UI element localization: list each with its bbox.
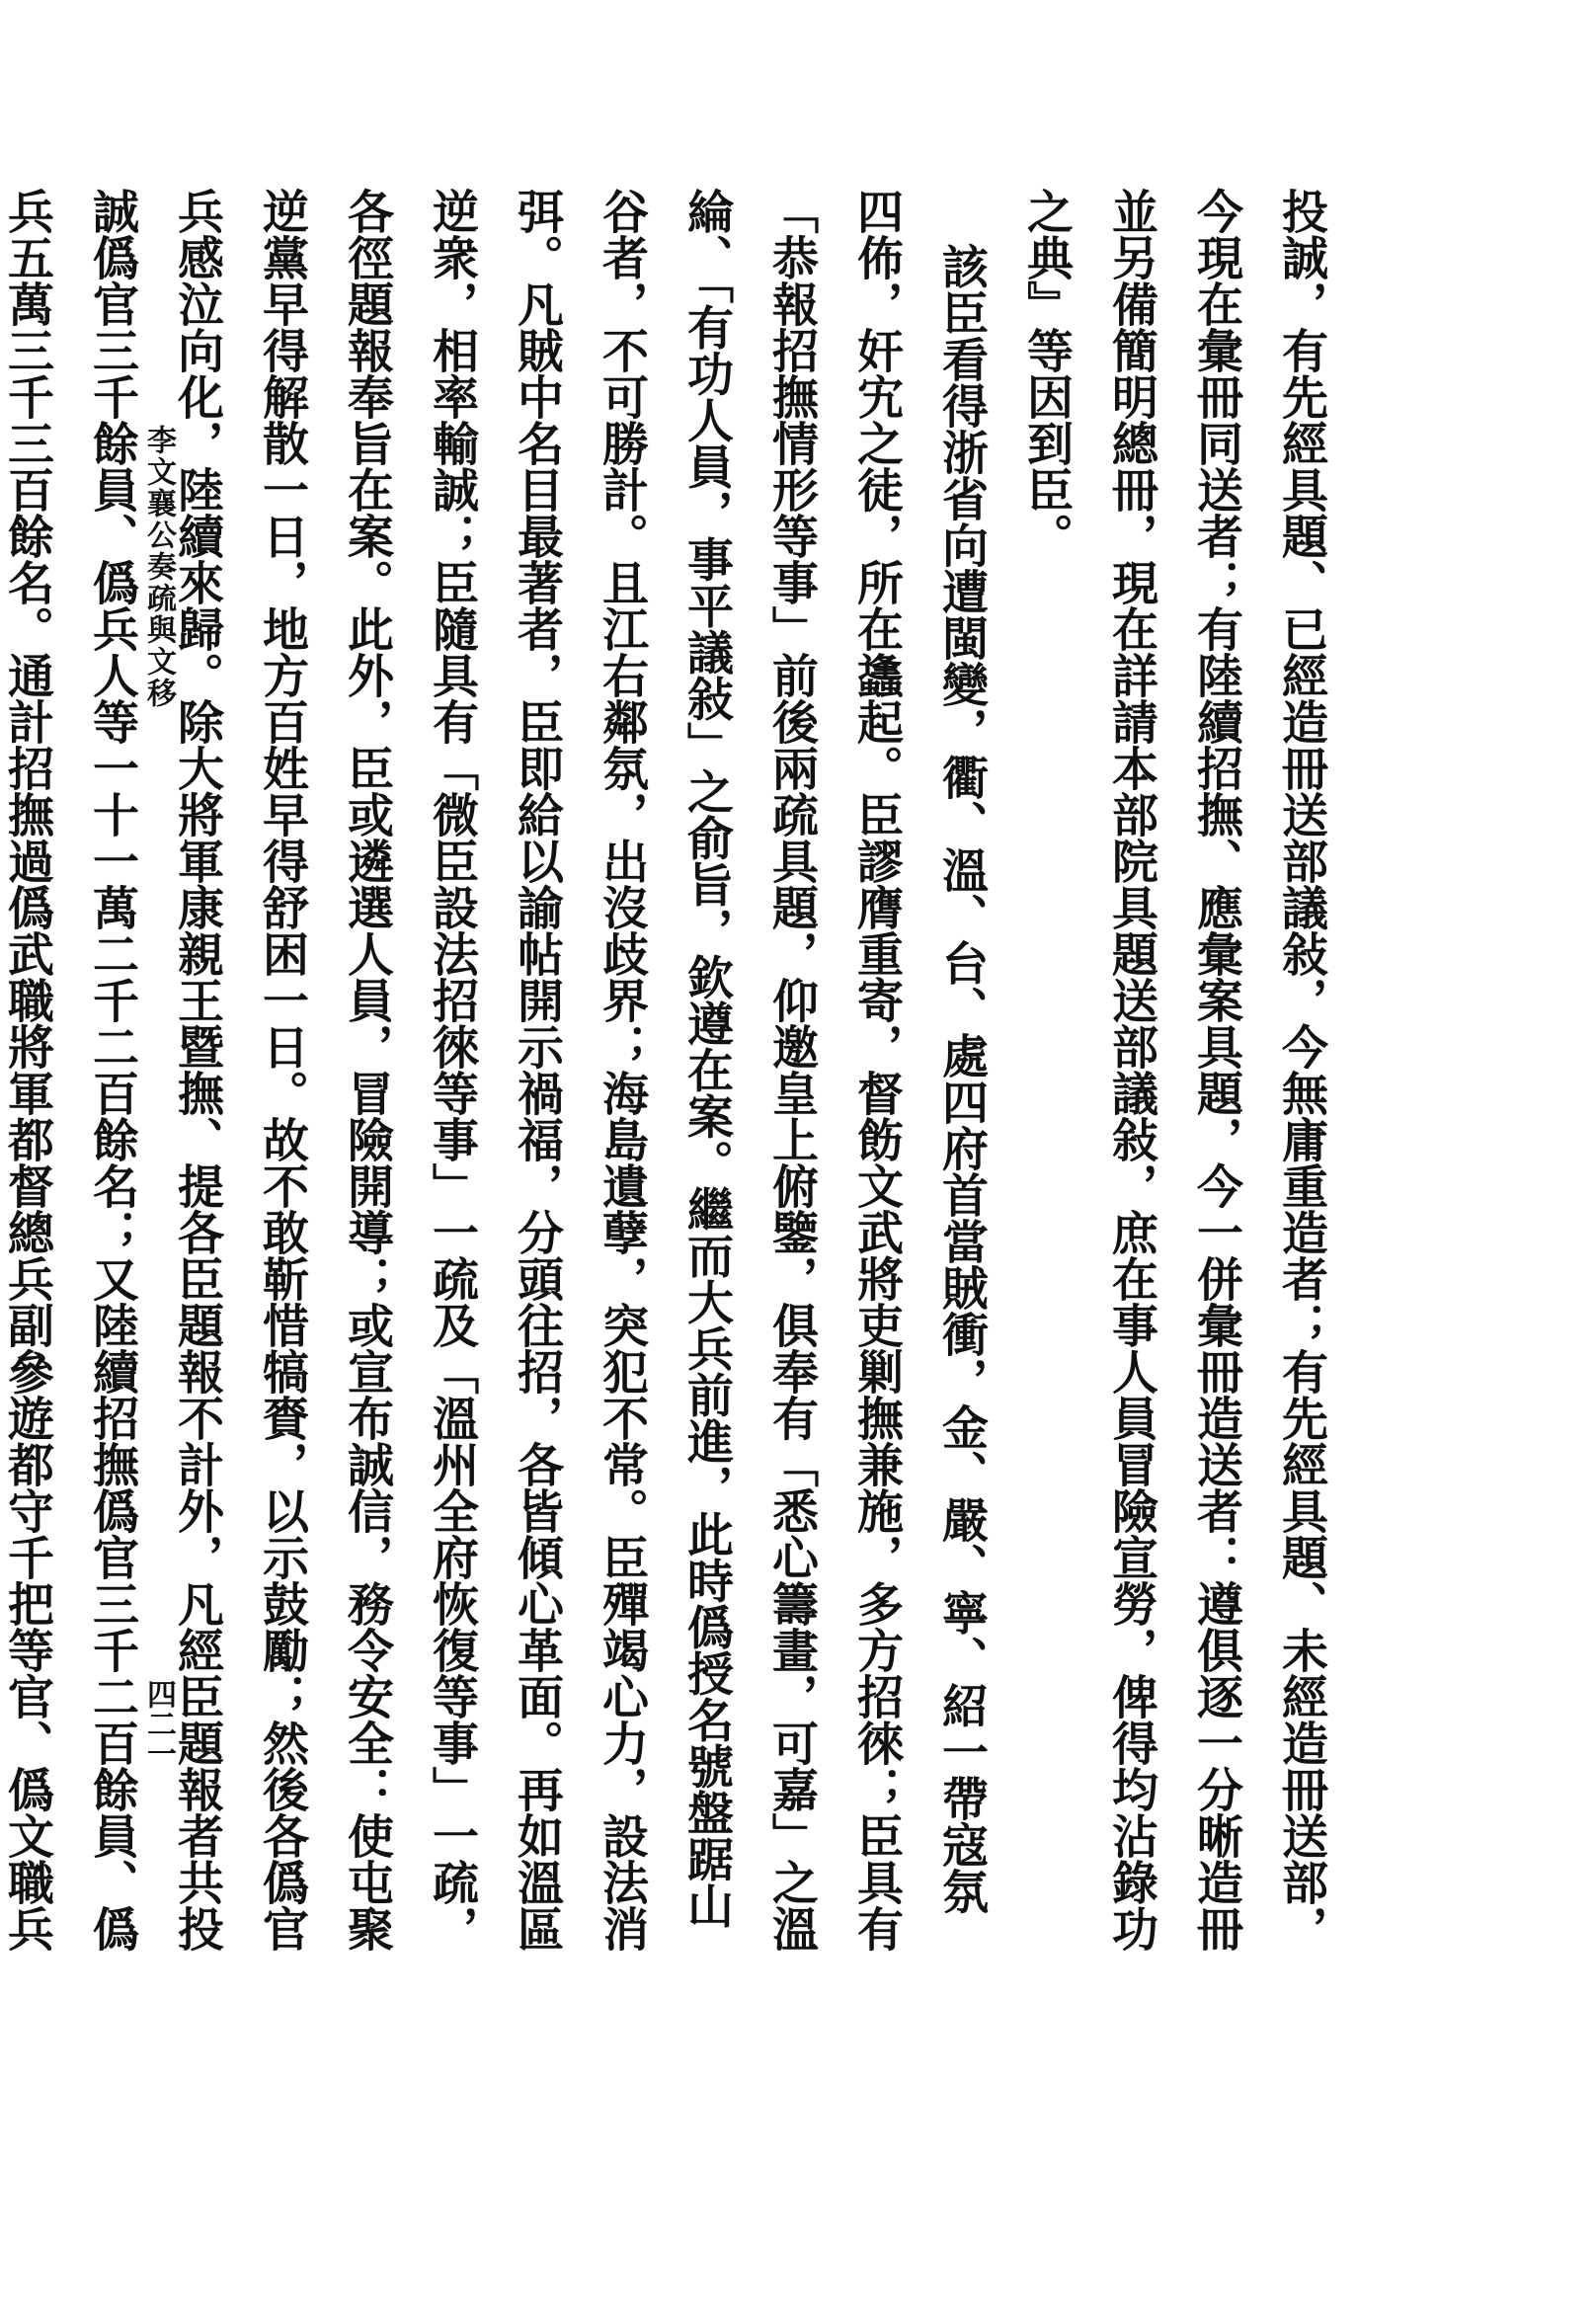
text-column: 逆衆，相率輸誠；臣隨具有「微臣設法招徠等事」一疏及「溫州全府恢復等事」一疏， [425, 188, 479, 1952]
text-column: 「恭報招撫情形等事」前後兩疏具題，仰邀皇上俯鑒，俱奉有「悉心籌畫，可嘉」之溫 [764, 188, 819, 1952]
text-column: 逆黨早得解散一日，地方百姓早得舒困一日。故不敢靳惜犒賚，以示鼓勵；然後各僞官 [255, 188, 309, 1952]
text-column: 誠僞官三千餘員、僞兵人等一十一萬二千二百餘名；又陸續招撫僞官三千二百餘員、僞 [85, 188, 139, 1952]
text-column: 四佈，奸宄之徒，所在蠭起。臣謬膺重寄，督飭文武將吏剿撫兼施，多方招徠；臣具有 [849, 188, 904, 1952]
text-column: 投誠，有先經具題、已經造冊送部議敍，今無庸重造者；有先經具題、未經造冊送部， [1274, 188, 1328, 1952]
text-column-paragraph-start: 該臣看得浙省向遭閩變，衢、溫、台、處四府首當賊衝，金、嚴、寧、紹一帶寇氛 [934, 243, 989, 1915]
text-column: 弭。凡賊中名目最著者，臣即給以諭帖開示禍福，分頭往招，各皆傾心革面。再如溫區 [510, 188, 564, 1952]
running-title: 李文襄公奏疏與文移 [141, 425, 176, 709]
text-column: 兵感泣向化，陸續來歸。除大將軍康親王暨撫、提各臣題報不計外，凡經臣題報者共投 [170, 188, 224, 1952]
text-column: 綸、「有功人員，事平議敍」之俞旨，欽遵在案。繼而大兵前進，此時僞授名號盤踞山 [679, 188, 734, 1929]
text-column: 並另備簡明總冊，現在詳請本部院具題送部議敍，庶在事人員冒險宣勞，俾得均沾錄功 [1104, 188, 1158, 1952]
text-column: 谷者，不可勝計。且江右鄰氛，出沒歧界；海島遺孽，突犯不常。臣殫竭心力，設法消 [595, 188, 649, 1952]
text-column: 各徑題報奉旨在案。此外，臣或遴選人員，冒險開導；或宣布誠信，務令安全：使屯聚 [340, 188, 394, 1952]
page-number: 四二一 [141, 1679, 176, 1768]
body-text [0, 188, 1329, 2064]
text-column: 今現在彙冊同送者；有陸續招撫、應彙案具題，今一併彙冊造送者：遵俱逐一分晰造冊 [1189, 188, 1243, 1952]
text-column: 之典』等因到臣。 [1019, 188, 1074, 559]
text-column: 兵五萬三千三百餘名。通計招撫過僞武職將軍都督總兵副參遊都守千把等官、僞文職兵 [0, 188, 54, 1952]
